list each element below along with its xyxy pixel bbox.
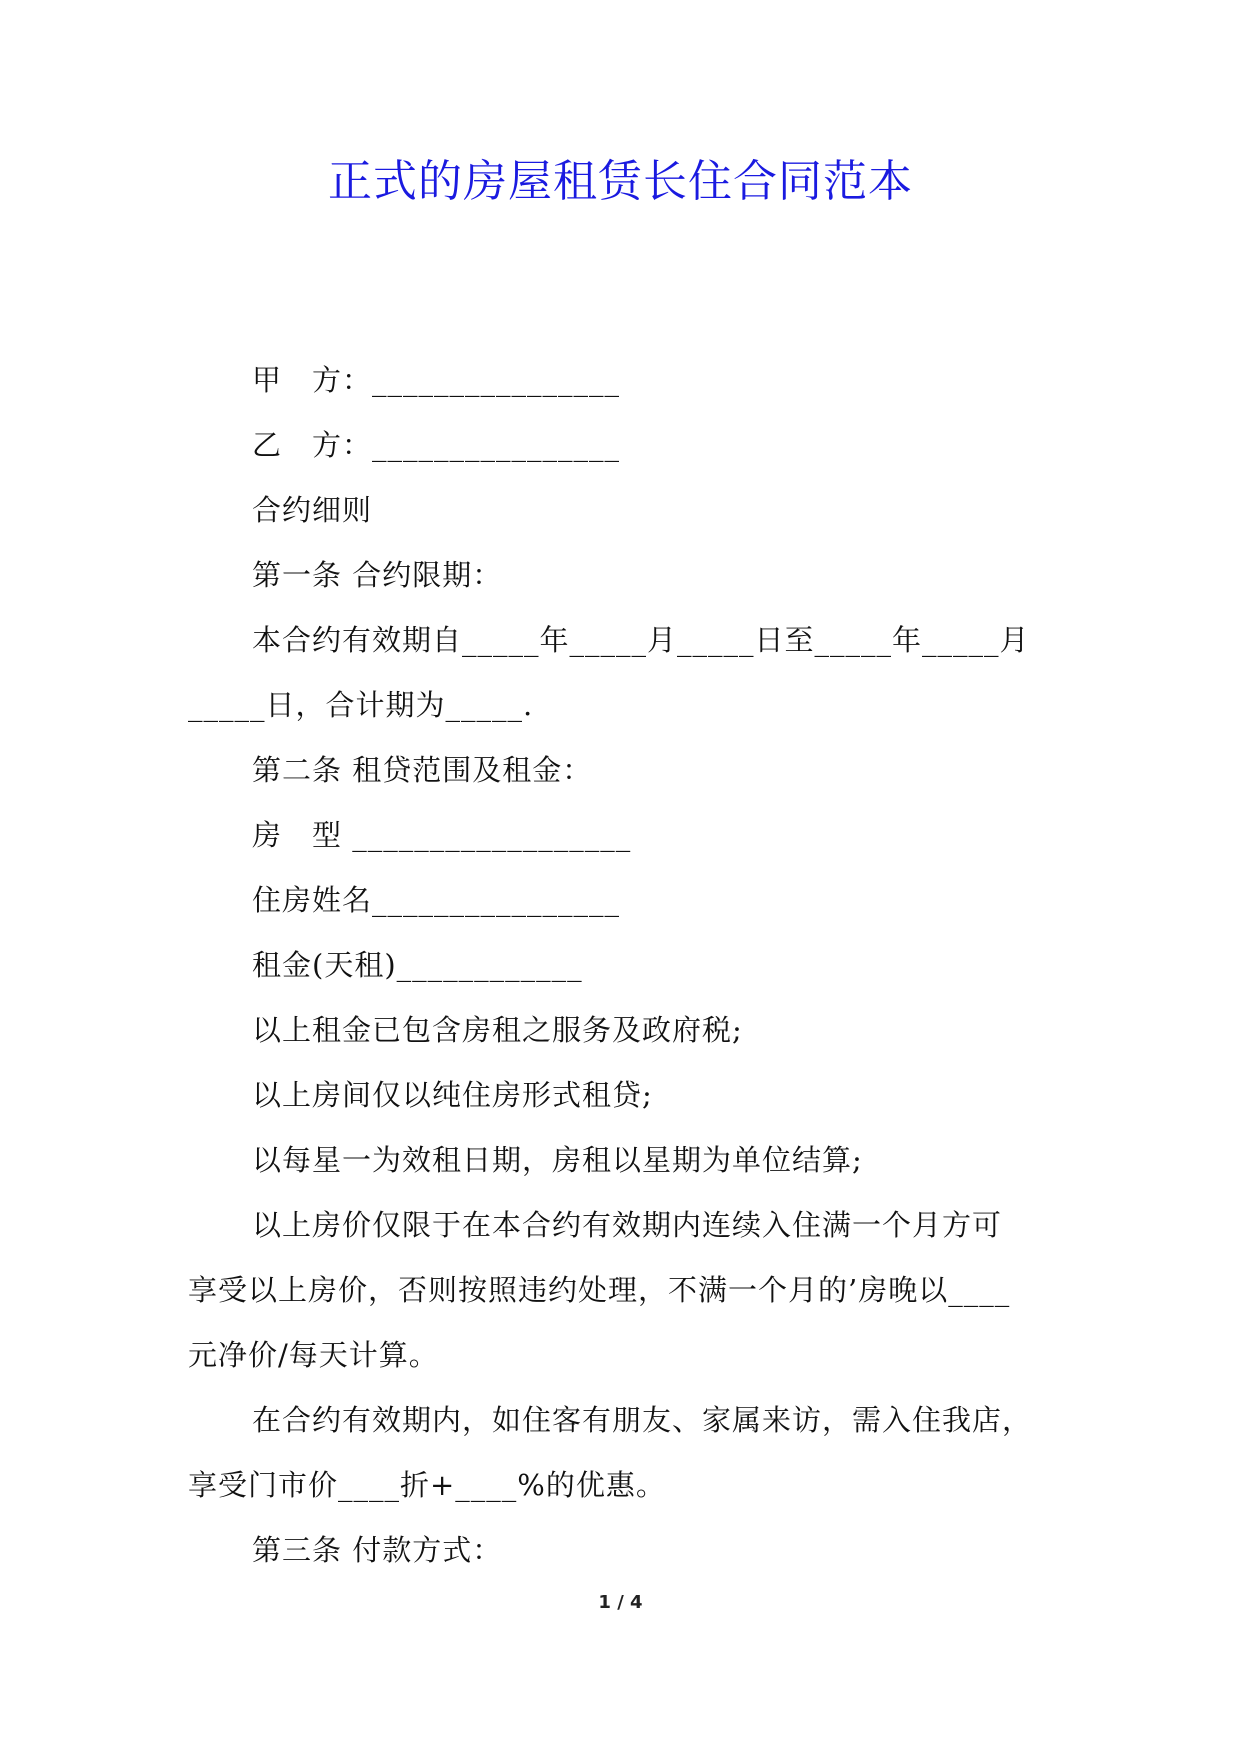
party-a-line: 甲 方：________________: [252, 363, 621, 397]
paragraph-line: 本合约有效期自_____年_____月_____日至_____年_____月: [252, 623, 1030, 657]
paragraph-line: 租金(天租)____________: [252, 948, 583, 982]
paragraph-line: 享受以上房价，否则按照违约处理，不满一个月的’房晚以____: [188, 1273, 1011, 1307]
paragraph-line: 以每星一为效租日期，房租以星期为单位结算;: [252, 1143, 863, 1177]
section-heading: 合约细则: [252, 493, 373, 527]
party-b-line: 乙 方：________________: [252, 428, 621, 462]
article-2-heading: 第二条 租贷范围及租金：: [252, 753, 593, 787]
paragraph-line: 元净价/每天计算。: [188, 1338, 439, 1372]
paragraph-line: _____日，合计期为_____.: [188, 688, 534, 722]
paragraph-line: 以上租金已包含房租之服务及政府税;: [252, 1013, 743, 1047]
page-number: 1 / 4: [598, 1592, 643, 1613]
paragraph-line: 以上房价仅限于在本合约有效期内连续入住满一个月方可: [252, 1208, 1003, 1242]
article-3-heading: 第三条 付款方式：: [252, 1533, 503, 1567]
document-title: 正式的房屋租赁长住合同范本: [328, 156, 913, 207]
paragraph-line: 住房姓名________________: [252, 883, 621, 917]
paragraph-line: 享受门市价____折+____%的优惠。: [188, 1468, 666, 1502]
document-body: [188, 348, 1058, 1583]
paragraph-line: 房 型 __________________: [252, 818, 632, 852]
article-1-heading: 第一条 合约限期：: [252, 558, 503, 592]
paragraph-line: 在合约有效期内，如住客有朋友、家属来访，需入住我店，: [252, 1403, 1033, 1437]
paragraph-line: 以上房间仅以纯住房形式租贷;: [252, 1078, 653, 1112]
